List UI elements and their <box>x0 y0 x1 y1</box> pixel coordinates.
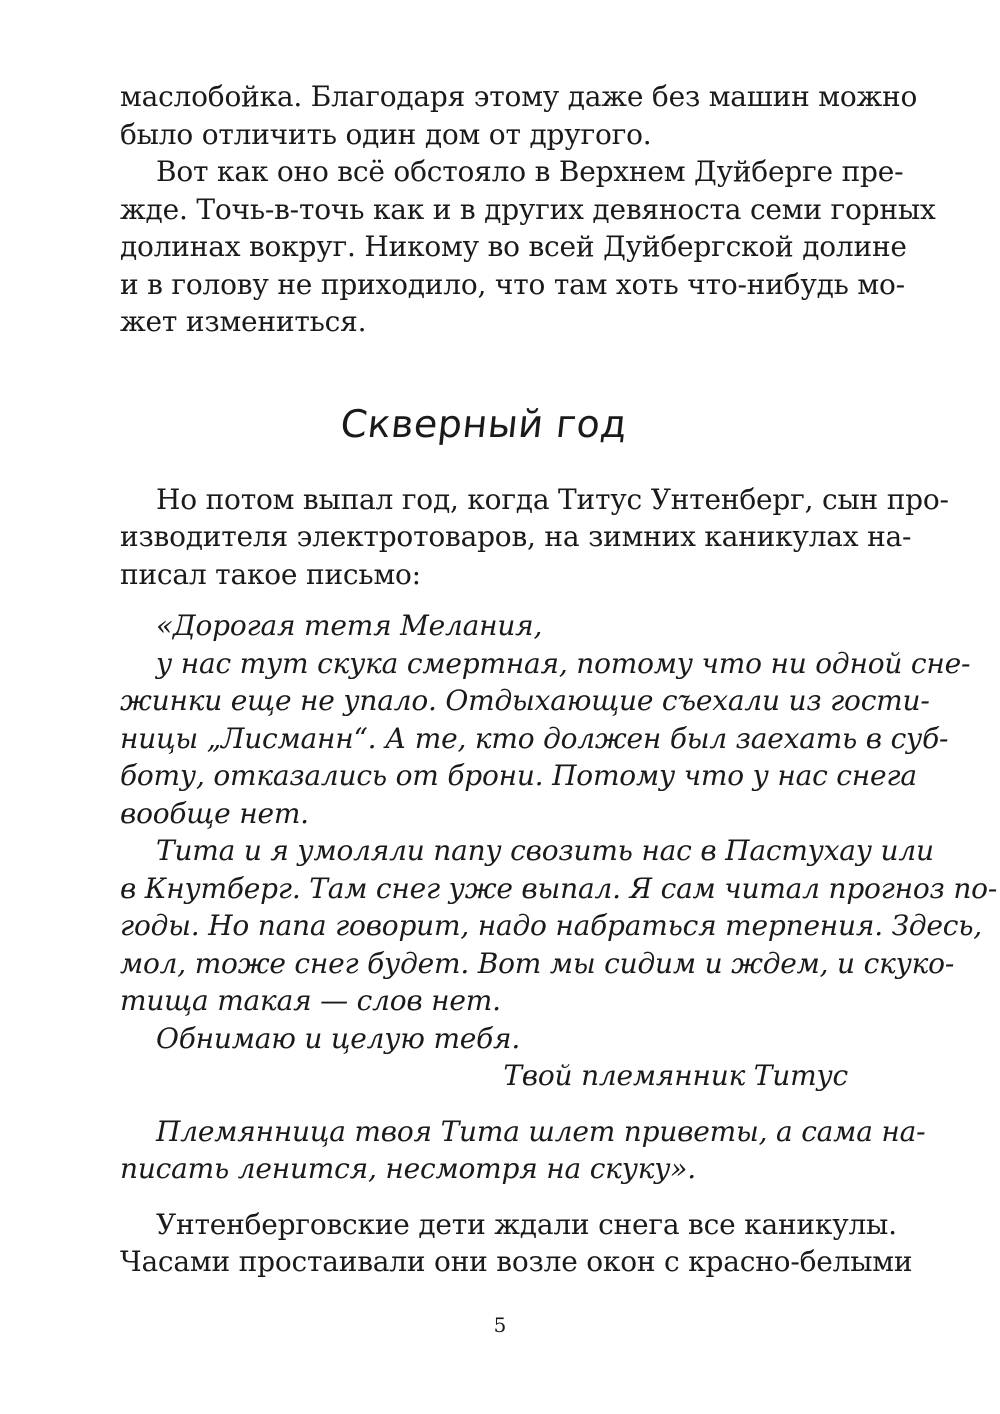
text-line: годы. Но папа говорит, надо набраться терпения. Здесь, <box>120 909 983 942</box>
text-line: Часами простаивали они возле окон с красно-белыми <box>120 1245 913 1278</box>
text-line: Вот как оно всё обстояло в Верхнем Дуйберге пре- <box>156 155 904 188</box>
text-line: жде. Точь-в-точь как и в других девяноста семи горных <box>120 192 936 226</box>
text-line: писал такое письмо: <box>120 557 421 591</box>
spacer <box>120 1188 848 1206</box>
text-line: вообще нет. <box>120 796 309 830</box>
chapter-title: Скверный год <box>338 401 630 446</box>
spacer <box>120 1095 848 1113</box>
letter-greeting: «Дорогая тетя Мелания, <box>156 609 543 642</box>
letter-signature: Твой племянник Титус <box>503 1059 848 1092</box>
text-line: изводителя электротоваров, на зимних каникулах на- <box>120 520 912 553</box>
text-line: тища такая — слов нет. <box>120 984 501 1017</box>
text-line: Унтенберговские дети ждали снега все каникулы. <box>156 1207 897 1241</box>
text-line: в Кнутберг. Там снег уже выпал. Я сам читал прогноз по- <box>120 871 998 905</box>
text-line: Племянница твоя Тита шлет приветы, а сама на- <box>156 1114 926 1148</box>
page-number: 5 <box>493 1313 507 1337</box>
text-line: жинки еще не упало. Отдыхающие съехали из гости- <box>120 684 930 717</box>
letter-paragraph-2 <box>120 832 998 1020</box>
text-line: мол, тоже снег будет. Вот мы сидим и ждем, и скуко- <box>120 946 955 980</box>
letter-closing: Обнимаю и целую тебя. <box>156 1021 521 1055</box>
text-line: боту, отказались от брони. Потому что у нас снега <box>120 759 917 792</box>
text-line: было отличить один дом от другого. <box>120 117 652 151</box>
text-line: маслобойка. Благодаря этому даже без машин можно <box>120 80 918 113</box>
text-line: у нас тут скука смертная, потому что ни одной сне- <box>156 646 971 680</box>
paragraph-final <box>120 1206 913 1281</box>
letter-paragraph-1 <box>120 645 971 833</box>
letter-postscript <box>120 1113 926 1188</box>
text-line: Тита и я умоляли папу свозить нас в Пастухау или <box>156 834 934 867</box>
text-line: ницы „Лисманн“. А те, кто должен был заехать в суб- <box>120 721 949 755</box>
paragraph-chapter-open <box>120 481 949 594</box>
letter-block <box>120 607 998 1188</box>
spacer <box>120 593 848 607</box>
text-line: и в голову не приходило, что там хоть что-нибудь мо- <box>120 267 905 301</box>
text-line: долинах вокруг. Никому во всей Дуйбергской долине <box>120 230 907 263</box>
text-line: Но потом выпал год, когда Титус Унтенберг, сын про- <box>156 482 949 516</box>
text-line: писать ленится, несмотря на скуку». <box>120 1152 696 1185</box>
book-page <box>120 78 998 1281</box>
paragraph-intro-2 <box>120 153 936 341</box>
paragraph-intro-1 <box>120 78 918 153</box>
text-line: жет измениться. <box>120 305 367 338</box>
